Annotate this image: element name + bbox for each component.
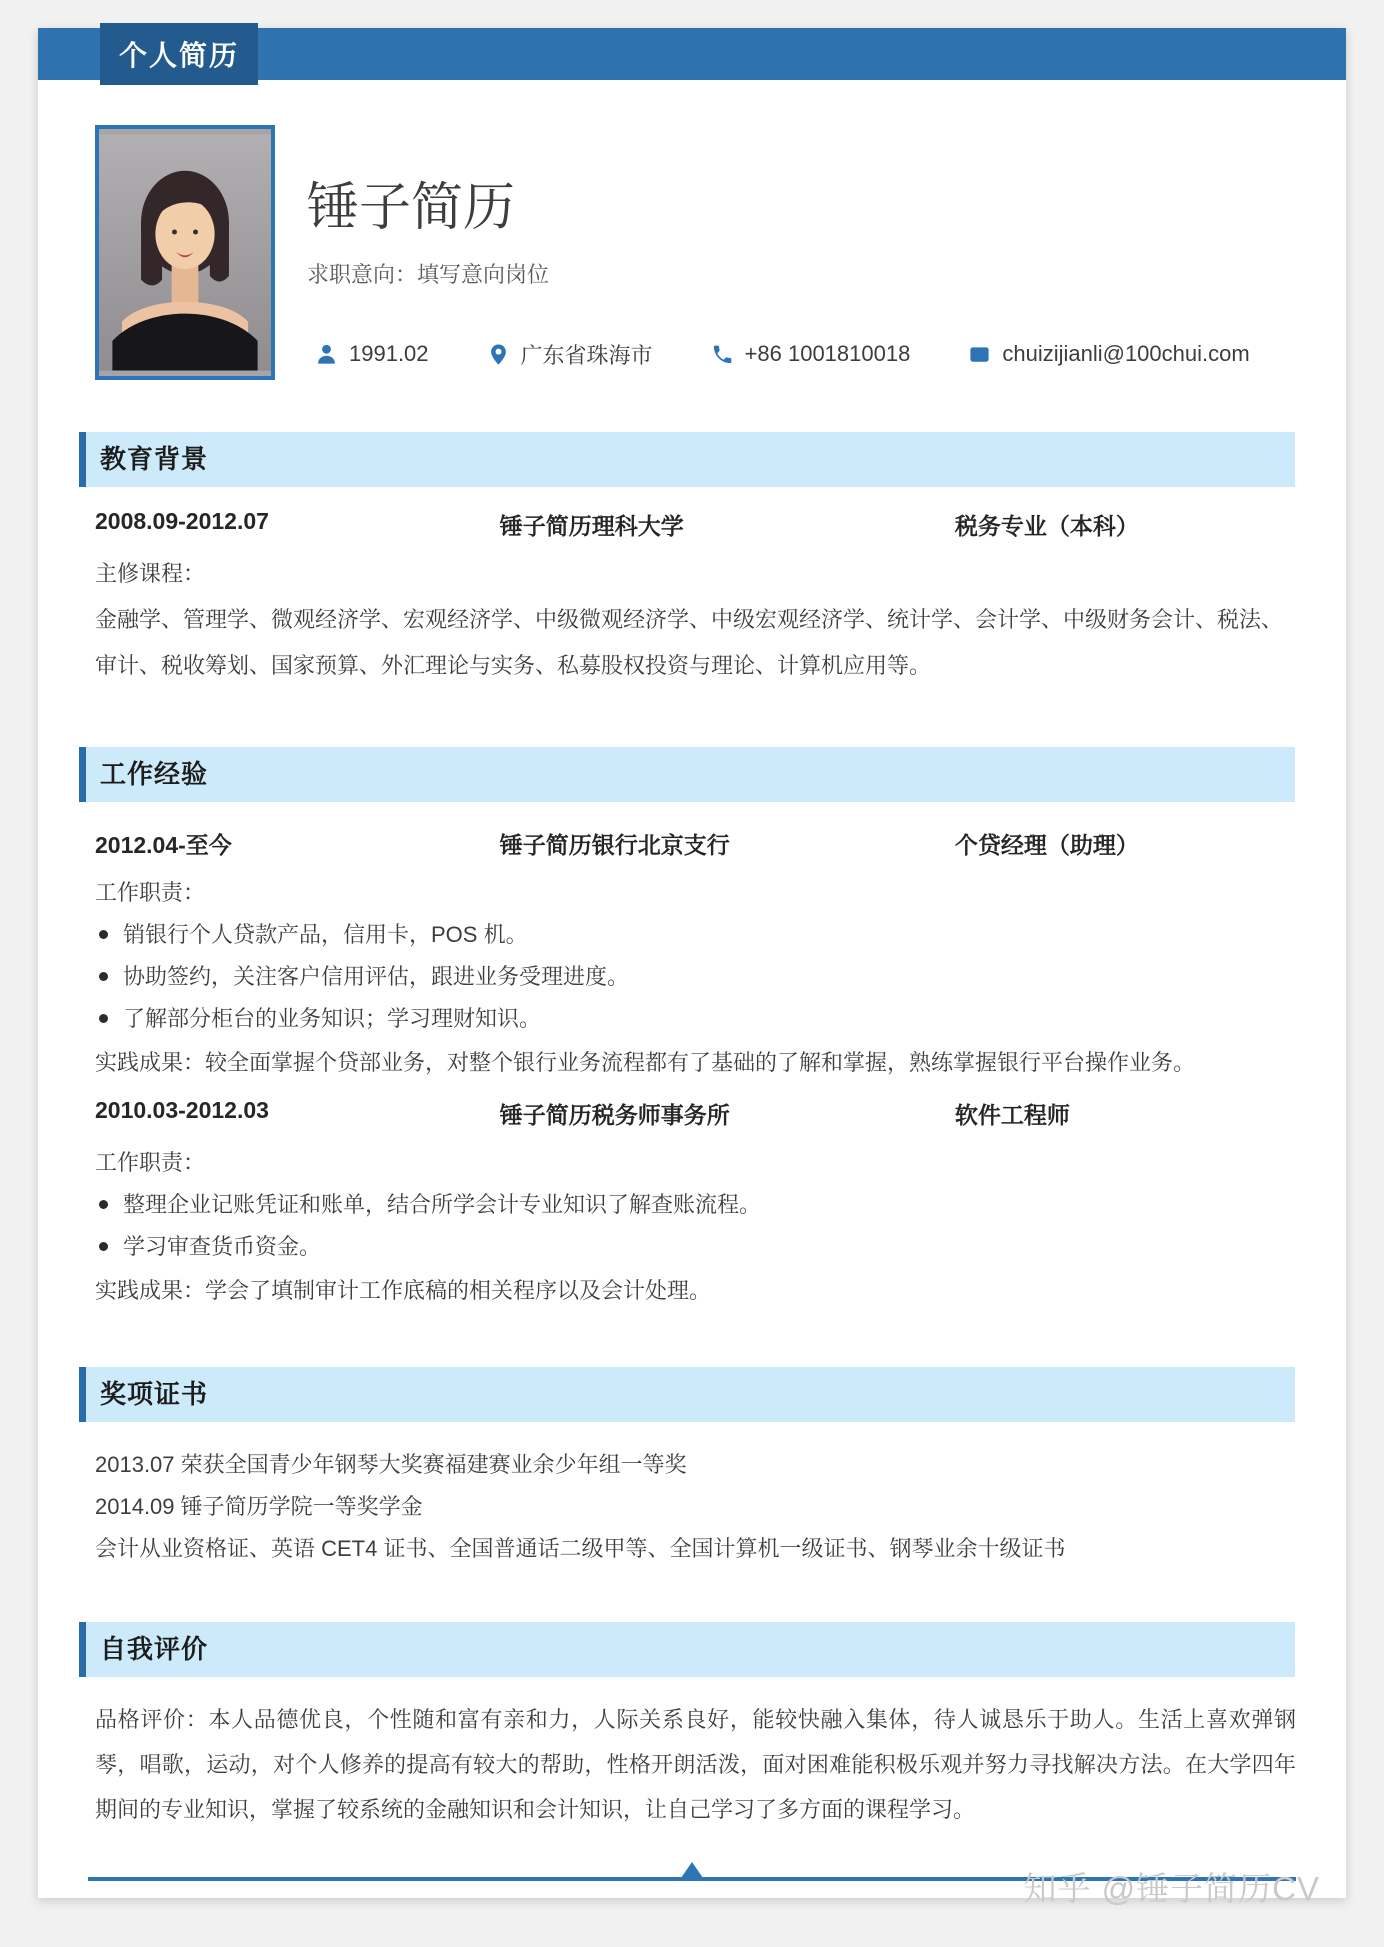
duty-item: 协助签约，关注客户信用评估，跟进业务受理进度。 <box>95 962 1296 991</box>
avatar-illustration <box>99 129 271 376</box>
courses-text: 金融学、管理学、微观经济学、宏观经济学、中级微观经济学、中级宏观经济学、统计学、会计学、中级财务会计、税法、审计、税收筹划、国家预算、外汇理论与实务、私募股权投资与理论、计算机应用等。 <box>95 607 1284 678</box>
job-row <box>95 827 1296 860</box>
person-icon <box>315 343 338 366</box>
section-banner-education <box>79 432 1295 487</box>
header-tab <box>100 23 258 85</box>
phone-icon <box>711 343 734 366</box>
self-evaluation-text: 品格评价：本人品德优良，个性随和富有亲和力，人际关系良好，能较快融入集体，待人诚恳乐于助人。生活上喜欢弹钢琴，唱歌，运动，对个人修养的提高有较大的帮助，性格开朗活泼，面对困难能积极乐观并努力寻找解决方法。在大学四年期间的专业知识，掌握了较系统的金融知识和会计知识，让自己学习了多方面的课程学习。 <box>95 1707 1296 1822</box>
section-banner-awards <box>79 1367 1295 1422</box>
job-objective <box>307 258 1289 289</box>
contact-location <box>487 339 653 370</box>
section-title-self-evaluation: 自我评价 <box>100 1634 209 1664</box>
profile-info <box>307 125 1289 380</box>
duty-item: 销银行个人贷款产品，信用卡，POS 机。 <box>95 920 1296 949</box>
banner-accent-bar <box>79 1367 86 1422</box>
job-company: 锤子简历银行北京支行 <box>499 832 730 858</box>
up-triangle-icon <box>681 1862 703 1878</box>
banner-accent-bar <box>79 747 86 802</box>
phone-value: +86 1001810018 <box>744 341 911 367</box>
job-row <box>95 1097 1296 1130</box>
duty-item: 了解部分柜台的业务知识；学习理财知识。 <box>95 1004 1296 1033</box>
job-position: 个贷经理（助理） <box>954 832 1139 858</box>
duties-label: 工作职责： <box>95 880 206 905</box>
award-item: 会计从业资格证、英语 CET4 证书、全国普通话二级甲等、全国计算机一级证书、钢琴业余十级证书 <box>95 1536 1066 1561</box>
award-item: 2014.09 锤子简历学院一等奖学金 <box>95 1494 423 1519</box>
section-title-experience: 工作经验 <box>100 759 209 789</box>
section-banner-experience <box>79 747 1295 802</box>
birth-value: 1991.02 <box>349 341 429 367</box>
job-period: 2012.04-至今 <box>95 832 232 858</box>
duty-item: 整理企业记账凭证和账单，结合所学会计专业知识了解查账流程。 <box>95 1190 1296 1219</box>
job-period: 2010.03-2012.03 <box>95 1097 269 1123</box>
experience-content <box>38 827 1346 1305</box>
job-objective-label: 求职意向： <box>307 261 418 287</box>
duty-item: 学习审查货币资金。 <box>95 1232 1296 1261</box>
email-value: chuizijianli@100chui.com <box>1002 341 1250 367</box>
self-evaluation-content <box>38 1697 1346 1832</box>
section-title-education: 教育背景 <box>100 444 209 474</box>
section-banner-self-evaluation <box>79 1622 1295 1677</box>
education-content <box>38 508 1346 689</box>
education-period: 2008.09-2012.07 <box>95 508 269 534</box>
header-bar <box>38 28 1346 80</box>
education-major: 税务专业（本科） <box>954 513 1139 539</box>
education-row <box>95 508 1296 541</box>
contact-phone <box>711 341 911 367</box>
duties-list <box>95 1190 1296 1261</box>
profile-photo <box>95 125 275 380</box>
duties-label: 工作职责： <box>95 1150 206 1175</box>
profile-header <box>38 125 1346 380</box>
education-school: 锤子简历理科大学 <box>499 513 684 539</box>
header-tab-label: 个人简历 <box>118 40 239 71</box>
duties-list <box>95 920 1296 1033</box>
job-result: 实践成果：较全面掌握个贷部业务，对整个银行业务流程都有了基础的了解和掌握，熟练掌握银行平台操作业务。 <box>95 1050 1196 1075</box>
courses-label: 主修课程： <box>95 561 206 586</box>
resume-page <box>38 28 1346 1907</box>
banner-accent-bar <box>79 1622 86 1677</box>
watermark: 知乎 @锤子简历CV <box>1023 1870 1320 1907</box>
location-value: 广东省珠海市 <box>520 342 653 368</box>
banner-accent-bar <box>79 432 86 487</box>
email-icon <box>968 343 991 366</box>
job-position: 软件工程师 <box>954 1102 1070 1128</box>
job-objective-value: 填写意向岗位 <box>417 261 550 287</box>
section-title-awards: 奖项证书 <box>100 1379 209 1409</box>
job-result: 实践成果：学会了填制审计工作底稿的相关程序以及会计处理。 <box>95 1278 712 1303</box>
job-company: 锤子简历税务师事务所 <box>499 1102 730 1128</box>
candidate-name: 锤子简历 <box>307 179 516 237</box>
contact-row <box>307 339 1289 370</box>
contact-birth <box>315 341 429 367</box>
location-pin-icon <box>487 343 510 366</box>
awards-content <box>38 1444 1346 1570</box>
award-item: 2013.07 荣获全国青少年钢琴大奖赛福建赛业余少年组一等奖 <box>95 1452 687 1477</box>
contact-email <box>968 341 1249 367</box>
